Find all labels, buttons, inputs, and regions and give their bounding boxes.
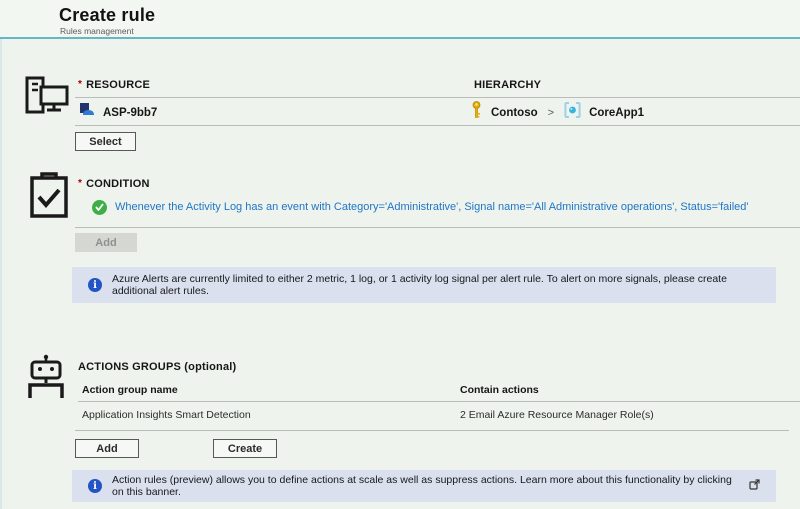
action-rules-banner-text: Action rules (preview) allows you to define actions at scale as well as suppress actions. Learn more about this functionality by clicking on this banner. bbox=[112, 474, 732, 498]
page-title: Create rule bbox=[59, 5, 156, 25]
actions-groups-label: ACTIONS GROUPS (optional) bbox=[78, 361, 237, 373]
info-icon: i bbox=[88, 278, 102, 292]
required-marker: * bbox=[78, 79, 83, 90]
add-condition-button[interactable]: Add bbox=[75, 233, 137, 252]
column-header-contain-actions: Contain actions bbox=[460, 384, 539, 396]
divider bbox=[75, 97, 800, 98]
divider bbox=[75, 125, 800, 126]
hierarchy-item-coreapp1[interactable]: CoreApp1 bbox=[589, 106, 645, 119]
computer-monitor-icon bbox=[24, 76, 70, 121]
alert-limit-banner bbox=[72, 267, 776, 303]
table-row-contain-actions: 2 Email Azure Resource Manager Role(s) bbox=[460, 409, 654, 421]
condition-section-label: * CONDITION bbox=[78, 178, 150, 190]
divider bbox=[75, 430, 789, 431]
condition-row[interactable] bbox=[92, 196, 749, 218]
clipboard-check-icon bbox=[28, 171, 70, 224]
required-marker: * bbox=[78, 178, 83, 189]
add-action-group-button[interactable]: Add bbox=[75, 439, 139, 458]
app-service-plan-icon bbox=[79, 102, 95, 123]
key-icon bbox=[470, 101, 483, 124]
header-accent-line bbox=[0, 37, 800, 39]
divider bbox=[78, 401, 800, 402]
action-rules-banner[interactable] bbox=[72, 470, 776, 502]
hierarchy-item-contoso[interactable]: Contoso bbox=[491, 106, 538, 119]
condition-text: Whenever the Activity Log has an event with Category='Administrative', Signal name='All Administrative operations', Status='failed' bbox=[115, 201, 749, 213]
select-resource-button[interactable]: Select bbox=[75, 132, 136, 151]
robot-icon bbox=[24, 354, 68, 405]
divider bbox=[75, 227, 800, 228]
table-row-action-group-name[interactable]: Application Insights Smart Detection bbox=[82, 409, 251, 421]
hierarchy-label: HIERARCHY bbox=[474, 79, 542, 91]
resource-name: ASP-9bb7 bbox=[103, 106, 158, 119]
column-header-action-group-name: Action group name bbox=[82, 384, 178, 396]
content-left-border bbox=[0, 39, 2, 509]
resource-section-label: * RESOURCE bbox=[78, 79, 151, 91]
create-action-group-button[interactable]: Create bbox=[213, 439, 277, 458]
checkmark-circle-icon bbox=[92, 200, 107, 215]
hierarchy-breadcrumb bbox=[470, 101, 644, 124]
info-icon: i bbox=[88, 479, 102, 493]
selected-resource-row[interactable] bbox=[79, 101, 157, 124]
chevron-separator: > bbox=[547, 106, 555, 119]
alert-limit-banner-text: Azure Alerts are currently limited to either 2 metric, 1 log, or 1 activity log signal per alert rule. To alert on more signals, please create additional alert rules. bbox=[112, 273, 727, 297]
page-subtitle: Rules management bbox=[60, 26, 134, 36]
external-link-icon bbox=[749, 479, 760, 493]
application-insights-icon bbox=[564, 102, 581, 123]
